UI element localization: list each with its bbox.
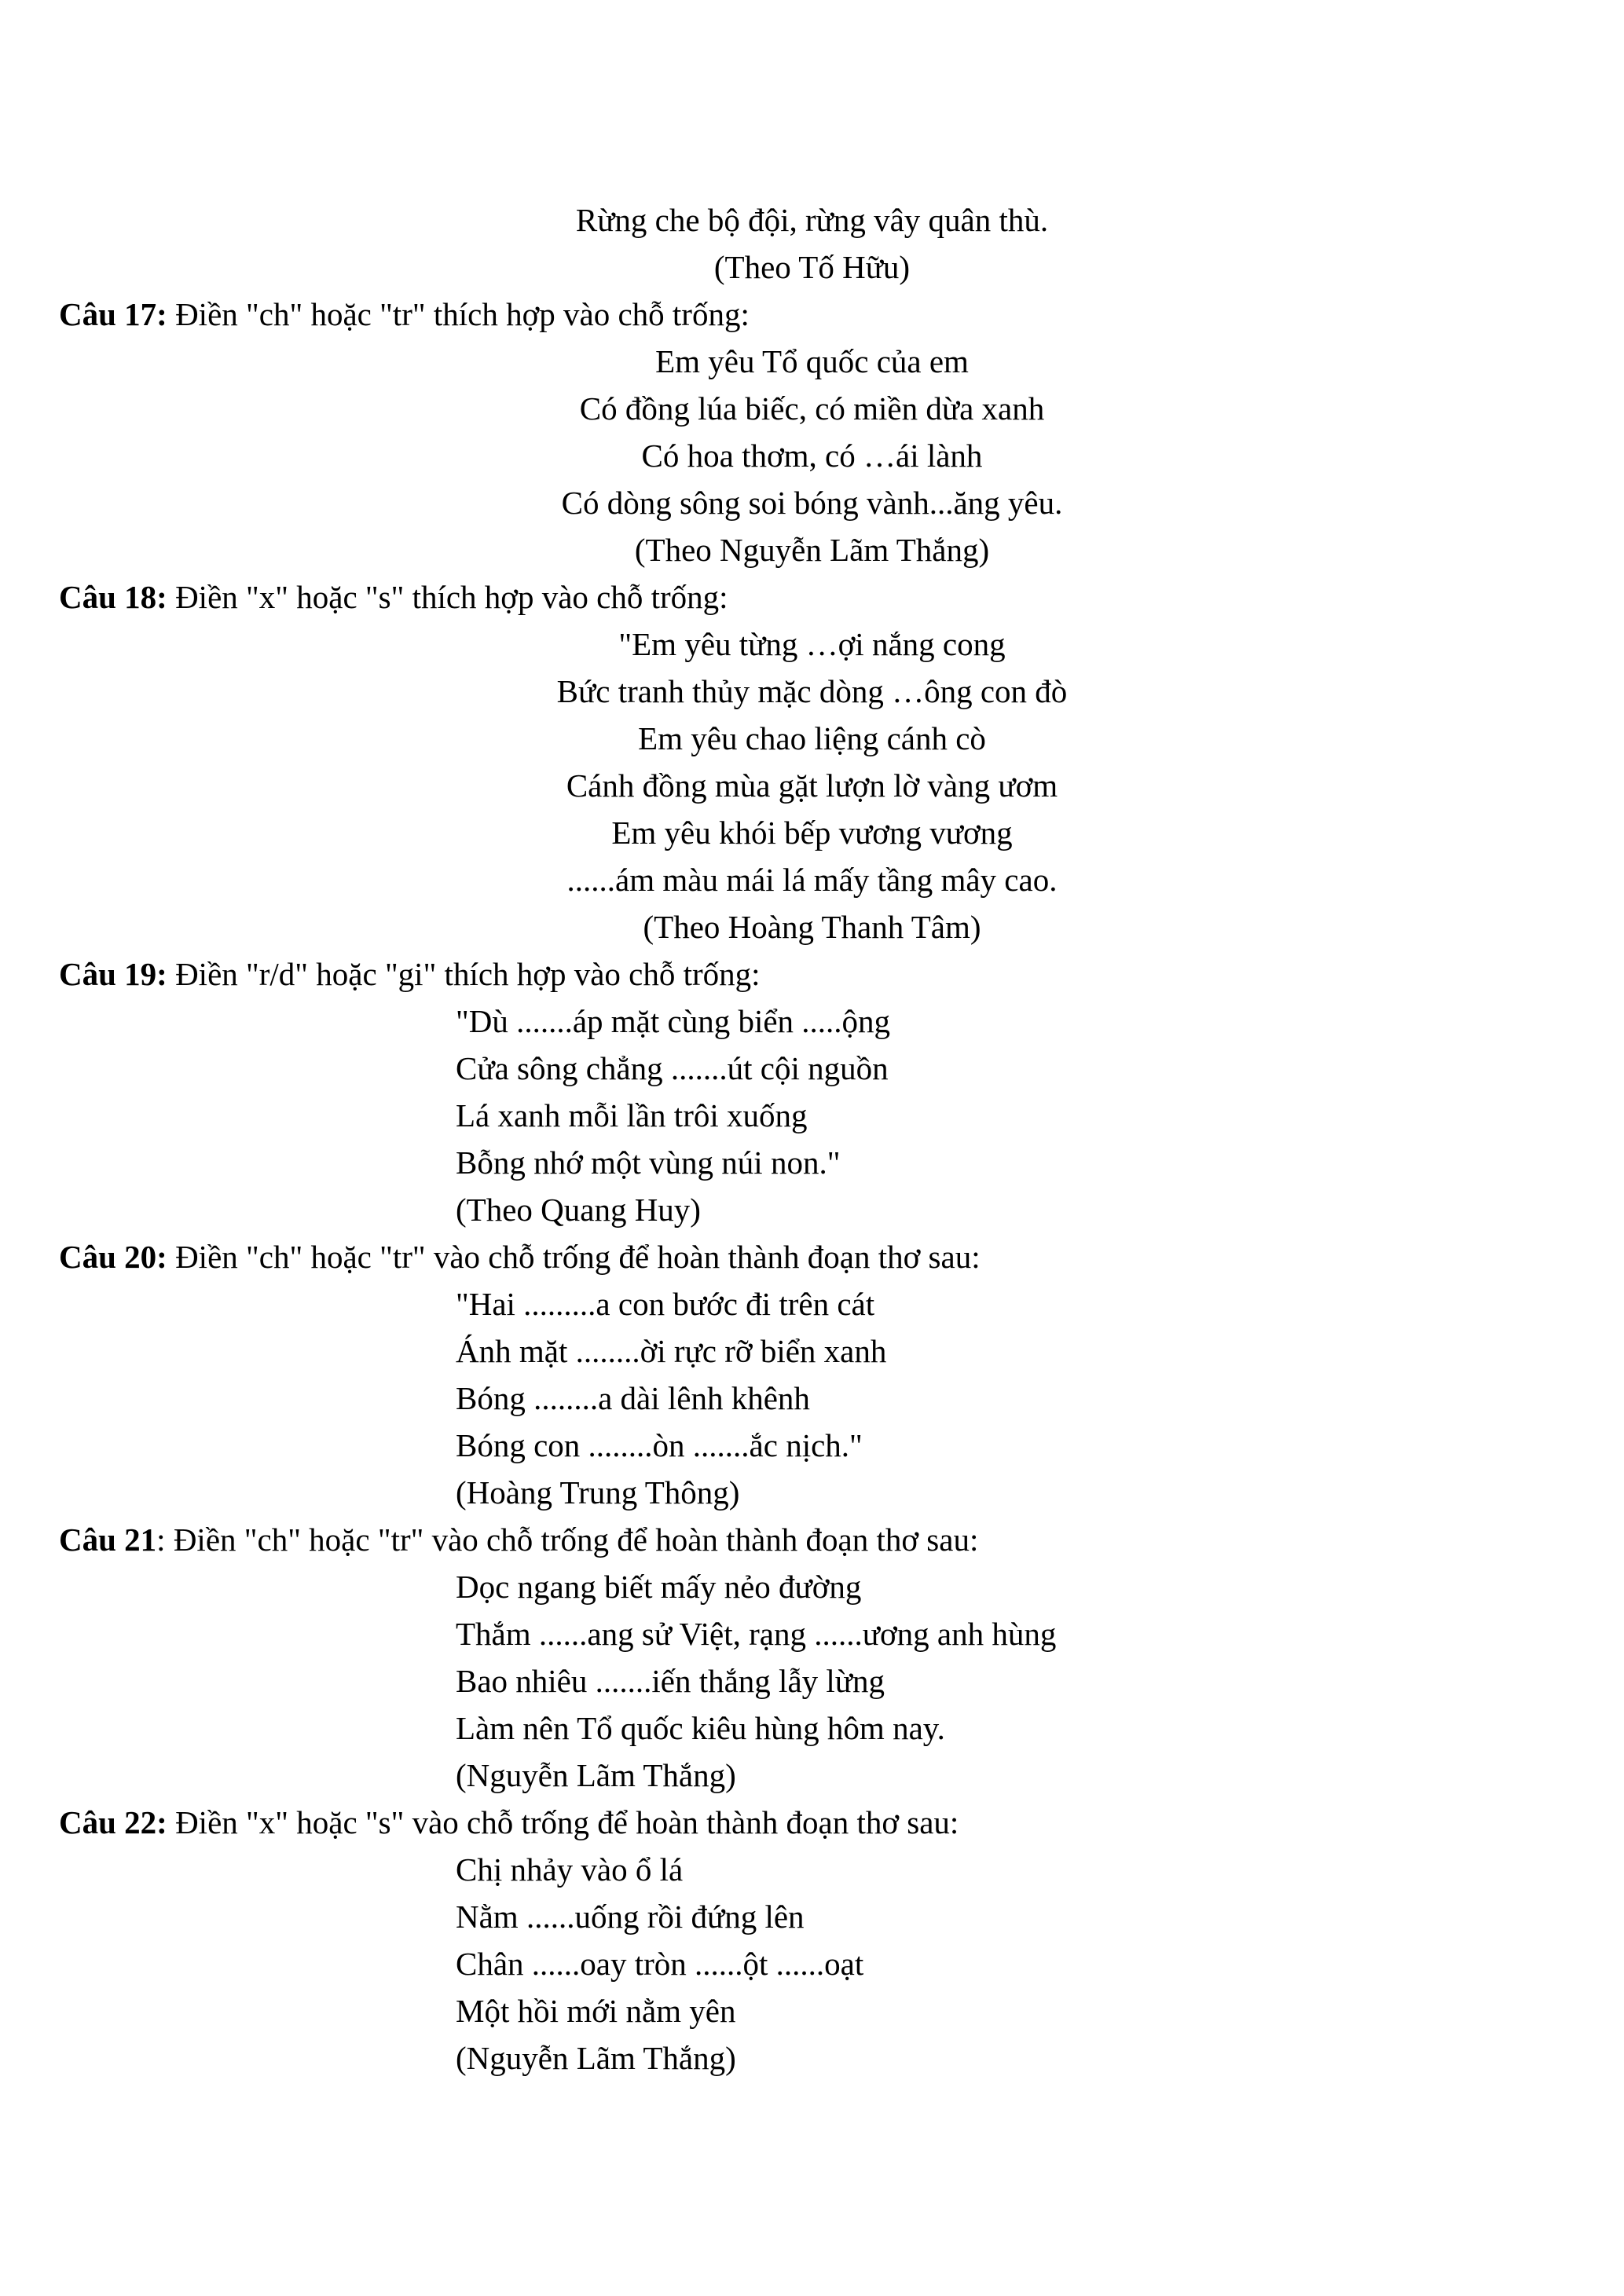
poem-line: Chân ......oay tròn ......ột ......oạt <box>456 1946 864 1982</box>
question-label: Câu 18: <box>59 579 167 615</box>
question-prompt: Điền "x" hoặc "s" thích hợp vào chỗ trống: <box>167 579 728 615</box>
poem-line: Có đồng lúa biếc, có miền dừa xanh <box>579 390 1045 427</box>
poem-line: Nằm ......uống rồi đứng lên <box>456 1899 805 1935</box>
question-label: Câu 17: <box>59 296 167 332</box>
poem-line: Làm nên Tổ quốc kiêu hùng hôm nay. <box>456 1710 945 1746</box>
poem-source: (Nguyễn Lãm Thắng) <box>456 2040 736 2076</box>
poem-line: "Em yêu từng …ợi nắng cong <box>618 626 1006 662</box>
question-prompt: Điền "r/d" hoặc "gi" thích hợp vào chỗ trống: <box>167 956 761 992</box>
poem-line: Có dòng sông soi bóng vành...ăng yêu. <box>561 485 1063 521</box>
poem-line: Thắm ......ang sử Việt, rạng ......ương anh hùng <box>456 1616 1057 1652</box>
question-19 <box>59 950 761 998</box>
poem-line: Bóng ........a dài lênh khênh <box>456 1380 810 1416</box>
poem-line: Em yêu chao liệng cánh cò <box>638 720 986 756</box>
question-18 <box>59 573 728 621</box>
poem-source: (Theo Nguyễn Lãm Thắng) <box>634 532 990 568</box>
question-20 <box>59 1233 981 1280</box>
question-prompt: Điền "ch" hoặc "tr" thích hợp vào chỗ trống: <box>167 296 750 332</box>
poem-line: ......ám màu mái lá mấy tầng mây cao. <box>566 862 1058 898</box>
question-21 <box>59 1516 978 1563</box>
poem-source: (Hoàng Trung Thông) <box>456 1474 740 1511</box>
question-label: Câu 22: <box>59 1804 167 1840</box>
question-label: Câu 21 <box>59 1522 157 1558</box>
question-prompt: Điền "x" hoặc "s" vào chỗ trống để hoàn thành đoạn thơ sau: <box>167 1804 959 1840</box>
poem-line: Cửa sông chẳng .......út cội nguồn <box>456 1050 889 1086</box>
poem-line: Cánh đồng mùa gặt lượn lờ vàng ươm <box>566 767 1058 804</box>
poem-line: "Dù .......áp mặt cùng biển .....ộng <box>456 1003 891 1039</box>
poem-line: Bức tranh thủy mặc dòng …ông con đò <box>556 673 1068 709</box>
poem-line: Em yêu khói bếp vương vương <box>611 815 1013 851</box>
question-label: Câu 19: <box>59 956 167 992</box>
poem-line: Rừng che bộ đội, rừng vây quân thù. <box>575 202 1049 238</box>
poem-line: Ánh mặt ........ời rực rỡ biển xanh <box>456 1333 887 1369</box>
poem-source: (Theo Tố Hữu) <box>713 249 911 285</box>
poem-source: (Theo Hoàng Thanh Tâm) <box>643 909 981 945</box>
question-prompt: Điền "ch" hoặc "tr" vào chỗ trống để hoàn thành đoạn thơ sau: <box>167 1239 981 1275</box>
poem-line: Bóng con ........òn .......ắc nịch." <box>456 1427 863 1463</box>
question-prompt: : Điền "ch" hoặc "tr" vào chỗ trống để hoàn thành đoạn thơ sau: <box>156 1522 979 1558</box>
poem-line: Chị nhảy vào ổ lá <box>456 1851 684 1888</box>
poem-source: (Theo Quang Huy) <box>456 1192 701 1228</box>
poem-line: Dọc ngang biết mấy nẻo đường <box>456 1569 862 1605</box>
poem-line: Có hoa thơm, có …ái lành <box>641 438 983 474</box>
poem-line: Em yêu Tổ quốc của em <box>655 343 969 379</box>
question-22 <box>59 1799 959 1846</box>
poem-source: (Nguyễn Lãm Thắng) <box>456 1757 736 1793</box>
question-label: Câu 20: <box>59 1239 167 1275</box>
question-17 <box>59 291 750 338</box>
poem-line: Lá xanh mỗi lần trôi xuống <box>456 1097 808 1133</box>
poem-line: "Hai .........a con bước đi trên cát <box>456 1286 875 1322</box>
poem-line: Một hồi mới nằm yên <box>456 1993 736 2029</box>
poem-line: Bao nhiêu .......iến thắng lẫy lừng <box>456 1663 885 1699</box>
poem-line: Bỗng nhớ một vùng núi non." <box>456 1144 841 1181</box>
